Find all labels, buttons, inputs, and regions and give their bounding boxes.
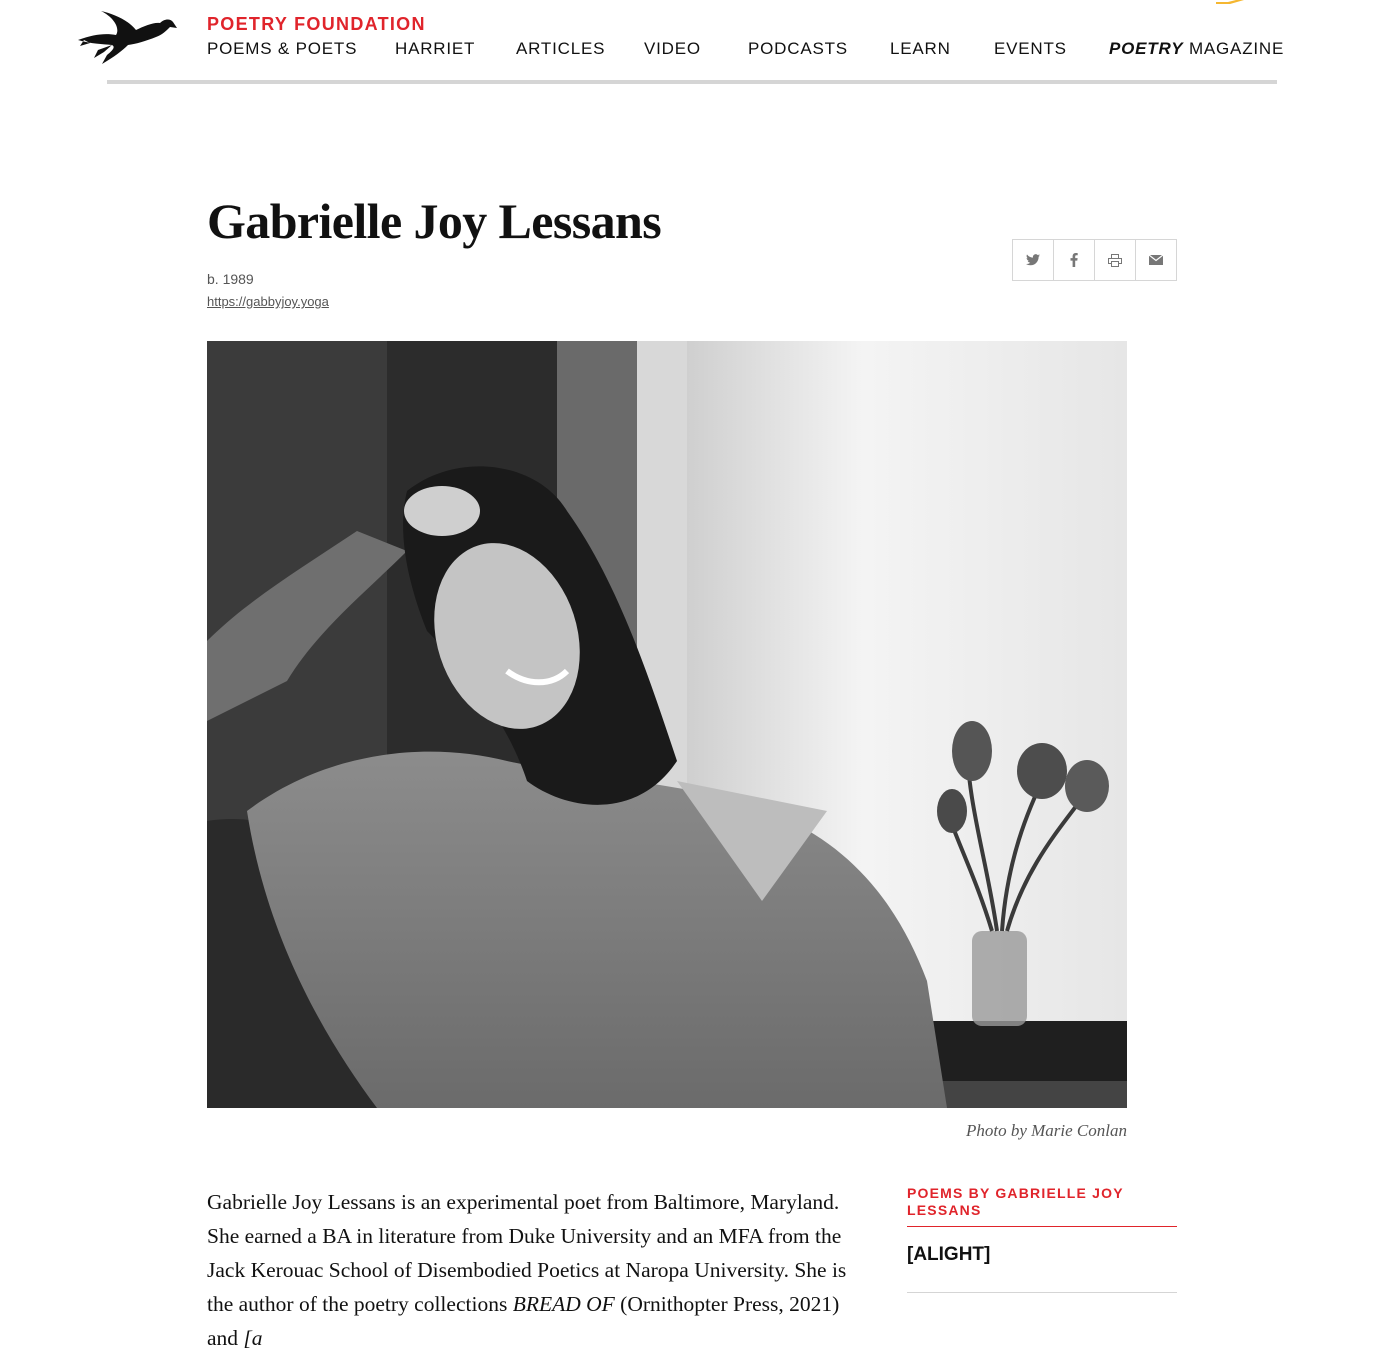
header-divider bbox=[107, 80, 1277, 84]
nav-item-harriet[interactable]: HARRIET bbox=[395, 39, 476, 58]
nav-item-learn[interactable]: LEARN bbox=[890, 39, 951, 58]
nav-item-magazine-label: MAGAZINE bbox=[1188, 39, 1285, 58]
bio-text-2: (Ornithopter Press, 2021) and bbox=[207, 1292, 840, 1350]
share-facebook-button[interactable] bbox=[1053, 239, 1095, 281]
main-nav bbox=[207, 39, 1285, 61]
share-twitter-button[interactable] bbox=[1012, 239, 1054, 281]
nav-item-events[interactable]: EVENTS bbox=[994, 39, 1067, 58]
poems-by-poet-sidebar bbox=[907, 1185, 1177, 1293]
poem-link-alight[interactable]: [ALIGHT] bbox=[907, 1244, 1177, 1293]
sidebar-heading: POEMS BY GABRIELLE JOY LESSANS bbox=[907, 1185, 1177, 1227]
bio-book-title-2: [a bbox=[243, 1326, 263, 1350]
share-email-button[interactable] bbox=[1135, 239, 1177, 281]
nav-item-poetry-magazine[interactable] bbox=[1109, 39, 1284, 59]
poet-biography bbox=[207, 1185, 872, 1355]
poet-portrait-image bbox=[207, 341, 1127, 1108]
nav-item-poetry-emphasis: POETRY bbox=[1109, 39, 1184, 58]
poet-photo bbox=[207, 341, 1127, 1108]
nav-item-podcasts[interactable]: PODCASTS bbox=[748, 39, 848, 58]
poet-website-link[interactable]: https://gabbyjoy.yoga bbox=[207, 294, 329, 309]
nav-item-articles[interactable]: ARTICLES bbox=[516, 39, 606, 58]
page-title: Gabrielle Joy Lessans bbox=[207, 193, 662, 249]
email-icon bbox=[1149, 255, 1163, 265]
bio-book-title-1: BREAD OF bbox=[512, 1292, 615, 1316]
corner-accent-mark bbox=[1216, 0, 1244, 4]
print-icon bbox=[1108, 254, 1122, 267]
brand-name[interactable]: POETRY FOUNDATION bbox=[207, 14, 426, 34]
nav-item-video[interactable]: VIDEO bbox=[644, 39, 701, 58]
twitter-icon bbox=[1026, 254, 1040, 266]
photo-credit: Photo by Marie Conlan bbox=[965, 1121, 1127, 1140]
pegasus-logo-icon bbox=[76, 6, 180, 68]
bio-text-1: Gabrielle Joy Lessans is an experimental poet from Baltimore, Maryland. She earned a BA in literature from Duke University and an MFA from the Jack Kerouac School of Disembodied Poetics at Naropa University. She is the author of the poetry collections bbox=[207, 1190, 847, 1316]
birth-year: b. 1989 bbox=[207, 271, 254, 287]
share-print-button[interactable] bbox=[1094, 239, 1136, 281]
share-toolbar bbox=[1012, 239, 1177, 281]
nav-item-poems-poets[interactable]: POEMS & POETS bbox=[207, 39, 358, 58]
facebook-icon bbox=[1070, 253, 1078, 267]
